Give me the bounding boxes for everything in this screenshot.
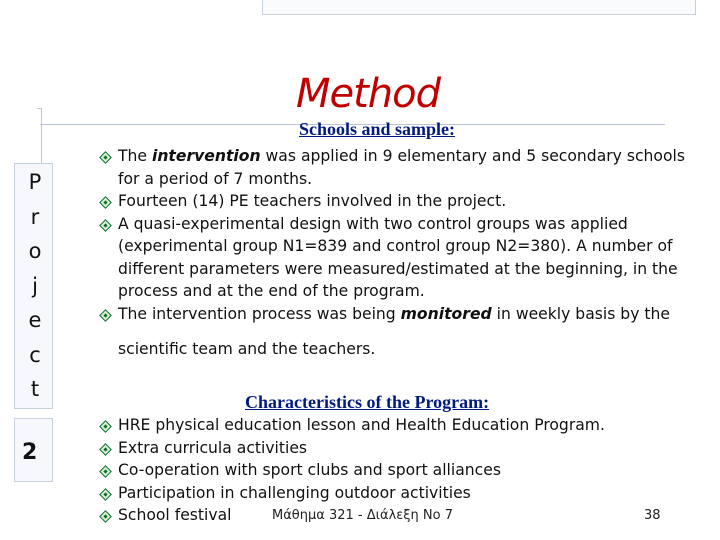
list-item: The intervention was applied in 9 elementary and 5 secondary schools for a period of 7 months.: [98, 145, 698, 190]
diamond-bullet-icon: [99, 309, 112, 322]
footer-lecture-label: Μάθημα 321 - Διάλεξη Νο 7: [272, 508, 454, 523]
emphasis-text: intervention: [151, 147, 261, 165]
diamond-bullet-icon: [99, 196, 112, 209]
list-item-continuation: scientific team and the teachers.: [118, 340, 376, 358]
side-vertical-word: [25, 170, 45, 412]
diamond-bullet-icon: [99, 488, 112, 501]
diamond-bullet-icon: [99, 151, 112, 164]
list-item: A quasi-experimental design with two control groups was applied (experimental group N1=839 and control group N2=380). A number of different parameters were measured/estimated at the beginning, in the process and at the end of the program.: [98, 213, 698, 303]
diamond-bullet-icon: [99, 420, 112, 433]
side-letter: r: [30, 204, 40, 229]
list-item: Participation in challenging outdoor activities: [98, 482, 658, 505]
diamond-bullet-icon: [99, 510, 112, 523]
top-right-decor-box: [262, 0, 696, 15]
slide-title: Method: [296, 71, 441, 117]
left-hook-line: [37, 108, 42, 109]
side-letter: j: [32, 273, 38, 298]
side-number: 2: [22, 440, 38, 465]
side-letter: e: [28, 308, 42, 332]
side-letter: t: [30, 377, 40, 401]
diamond-bullet-icon: [99, 219, 112, 232]
diamond-bullet-icon: [99, 443, 112, 456]
list-item: School festival: [98, 504, 658, 527]
list-item: Fourteen (14) PE teachers involved in the project.: [98, 190, 698, 213]
page-number: 38: [644, 508, 661, 523]
side-letter: c: [29, 342, 41, 367]
section-heading-characteristics: Characteristics of the Program:: [245, 392, 490, 412]
side-letter: P: [28, 170, 42, 194]
emphasis-text: monitored: [400, 304, 492, 323]
left-vertical-line: [41, 108, 42, 168]
list-item: The intervention process was being monitored in weekly basis by the scientific team and the teachers.: [98, 303, 698, 361]
section-heading-schools: Schools and sample:: [299, 119, 456, 139]
list-item: HRE physical education lesson and Health Education Program.: [98, 414, 658, 437]
list-item: Co-operation with sport clubs and sport alliances: [98, 459, 658, 482]
diamond-bullet-icon: [99, 465, 112, 478]
list-item: Extra curricula activities: [98, 437, 658, 460]
side-letter: o: [28, 239, 42, 263]
schools-bullet-list: [98, 145, 698, 361]
